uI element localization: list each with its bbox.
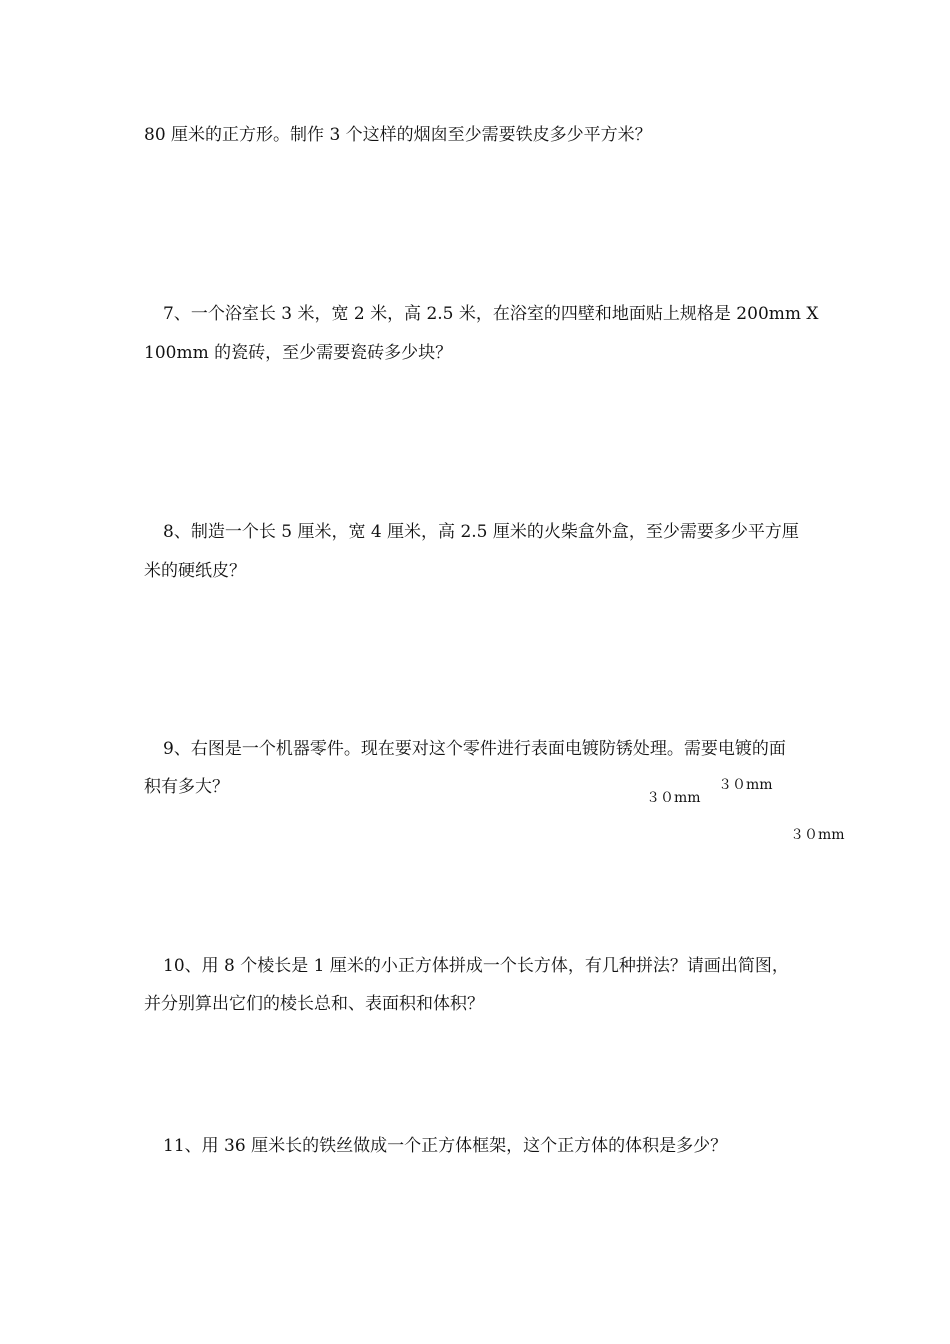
figure-dimension-label: ３０mm — [718, 777, 773, 793]
problem-9-line-1: 9、右图是一个机器零件。现在要对这个零件进行表面电镀防锈处理。需要电镀的面 — [163, 739, 786, 759]
problem-7-line-2: 100mm 的瓷砖，至少需要瓷砖多少块？ — [144, 343, 453, 363]
problem-10-line-1: 10、用 8 个棱长是 1 厘米的小正方体拼成一个长方体，有几种拼法？请画出简图， — [163, 956, 789, 976]
problem-9-line-2: 积有多大？ — [144, 777, 229, 797]
problem-8-line-1: 8、制造一个长 5 厘米，宽 4 厘米，高 2.5 厘米的火柴盒外盒，至少需要多少平方厘 — [163, 522, 799, 542]
figure-dimension-label: ３０mm — [790, 827, 845, 843]
figure-dimension-label: ３０mm — [646, 790, 701, 806]
problem-7-line-1: 7、一个浴室长 3 米，宽 2 米，高 2.5 米，在浴室的四壁和地面贴上规格是 200mm X — [163, 304, 819, 324]
problem-8-line-2: 米的硬纸皮？ — [144, 561, 246, 581]
problem-10-line-2: 并分别算出它们的棱长总和、表面积和体积？ — [144, 994, 484, 1014]
problem-11-line-1: 11、用 36 厘米长的铁丝做成一个正方体框架，这个正方体的体积是多少？ — [163, 1136, 728, 1156]
problem-6-line-2: 80 厘米的正方形。制作 3 个这样的烟囱至少需要铁皮多少平方米？ — [144, 125, 652, 145]
